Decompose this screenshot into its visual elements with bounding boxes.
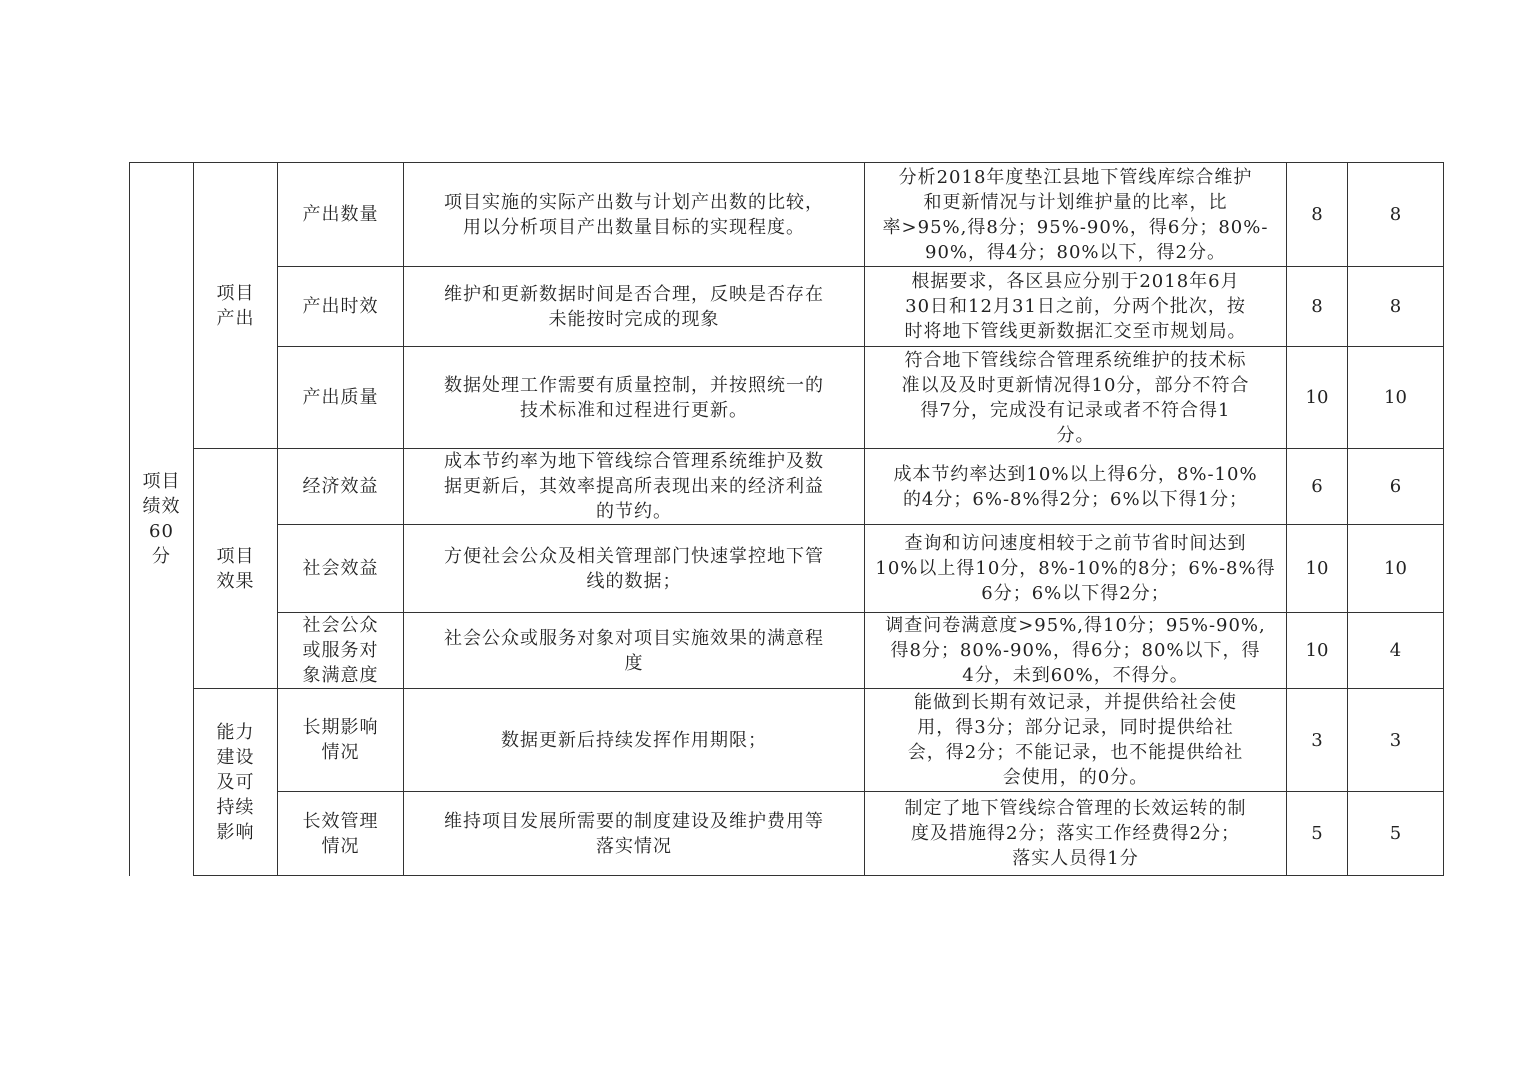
score-cell: 8 [1287, 163, 1348, 267]
table-row [130, 449, 1444, 525]
level1-cell: 项目 绩效 60 分 [130, 163, 194, 876]
table-row [130, 267, 1444, 347]
score-cell: 10 [1287, 613, 1348, 689]
result-cell: 8 [1348, 267, 1444, 347]
score-cell: 8 [1287, 267, 1348, 347]
standard-cell: 成本节约率达到10%以上得6分，8%-10% 的4分；6%-8%得2分；6%以下得1分； [865, 449, 1287, 525]
explanation-cell: 数据处理工作需要有质量控制，并按照统一的 技术标准和过程进行更新。 [404, 347, 865, 449]
level2-cell: 项目 效果 [194, 449, 278, 689]
indicator-cell: 产出数量 [278, 163, 404, 267]
result-cell: 10 [1348, 525, 1444, 613]
explanation-cell: 维护和更新数据时间是否合理，反映是否存在 未能按时完成的现象 [404, 267, 865, 347]
result-cell: 3 [1348, 689, 1444, 792]
indicator-cell: 长效管理 情况 [278, 792, 404, 876]
indicator-cell: 经济效益 [278, 449, 404, 525]
indicator-cell: 社会公众 或服务对 象满意度 [278, 613, 404, 689]
table-row [130, 689, 1444, 792]
explanation-cell: 数据更新后持续发挥作用期限； [404, 689, 865, 792]
standard-cell: 能做到长期有效记录，并提供给社会使 用，得3分；部分记录，同时提供给社 会，得2分；不能记录，也不能提供给社 会使用，的0分。 [865, 689, 1287, 792]
table-row [130, 163, 1444, 267]
standard-cell: 根据要求，各区县应分别于2018年6月 30日和12月31日之前，分两个批次，按 时将地下管线更新数据汇交至市规划局。 [865, 267, 1287, 347]
indicator-cell: 长期影响 情况 [278, 689, 404, 792]
indicator-cell: 产出质量 [278, 347, 404, 449]
indicator-cell: 社会效益 [278, 525, 404, 613]
explanation-cell: 社会公众或服务对象对项目实施效果的满意程 度 [404, 613, 865, 689]
level2-cell: 项目 产出 [194, 163, 278, 449]
standard-cell: 符合地下管线综合管理系统维护的技术标 准以及及时更新情况得10分，部分不符合 得7分，完成没有记录或者不符合得1 分。 [865, 347, 1287, 449]
explanation-cell: 项目实施的实际产出数与计划产出数的比较， 用以分析项目产出数量目标的实现程度。 [404, 163, 865, 267]
table-row [130, 613, 1444, 689]
standard-cell: 调查问卷满意度>95%,得10分；95%-90%, 得8分；80%-90%，得6分；80%以下，得 4分，未到60%，不得分。 [865, 613, 1287, 689]
standard-cell: 查询和访问速度相较于之前节省时间达到 10%以上得10分，8%-10%的8分；6%-8%得 6分；6%以下得2分； [865, 525, 1287, 613]
score-cell: 5 [1287, 792, 1348, 876]
table-row [130, 347, 1444, 449]
level2-cell: 能力 建设 及可 持续 影响 [194, 689, 278, 876]
table-row [130, 792, 1444, 876]
evaluation-table [129, 162, 1444, 876]
explanation-cell: 维持项目发展所需要的制度建设及维护费用等 落实情况 [404, 792, 865, 876]
standard-cell: 制定了地下管线综合管理的长效运转的制 度及措施得2分；落实工作经费得2分； 落实人员得1分 [865, 792, 1287, 876]
score-cell: 6 [1287, 449, 1348, 525]
explanation-cell: 方便社会公众及相关管理部门快速掌控地下管 线的数据； [404, 525, 865, 613]
result-cell: 4 [1348, 613, 1444, 689]
score-cell: 3 [1287, 689, 1348, 792]
explanation-cell: 成本节约率为地下管线综合管理系统维护及数 据更新后，其效率提高所表现出来的经济利益 的节约。 [404, 449, 865, 525]
table-row [130, 525, 1444, 613]
score-cell: 10 [1287, 347, 1348, 449]
result-cell: 8 [1348, 163, 1444, 267]
indicator-cell: 产出时效 [278, 267, 404, 347]
result-cell: 6 [1348, 449, 1444, 525]
result-cell: 10 [1348, 347, 1444, 449]
standard-cell: 分析2018年度垫江县地下管线库综合维护 和更新情况与计划维护量的比率，比 率>95%,得8分；95%-90%，得6分；80%- 90%，得4分；80%以下，得2分。 [865, 163, 1287, 267]
score-cell: 10 [1287, 525, 1348, 613]
result-cell: 5 [1348, 792, 1444, 876]
